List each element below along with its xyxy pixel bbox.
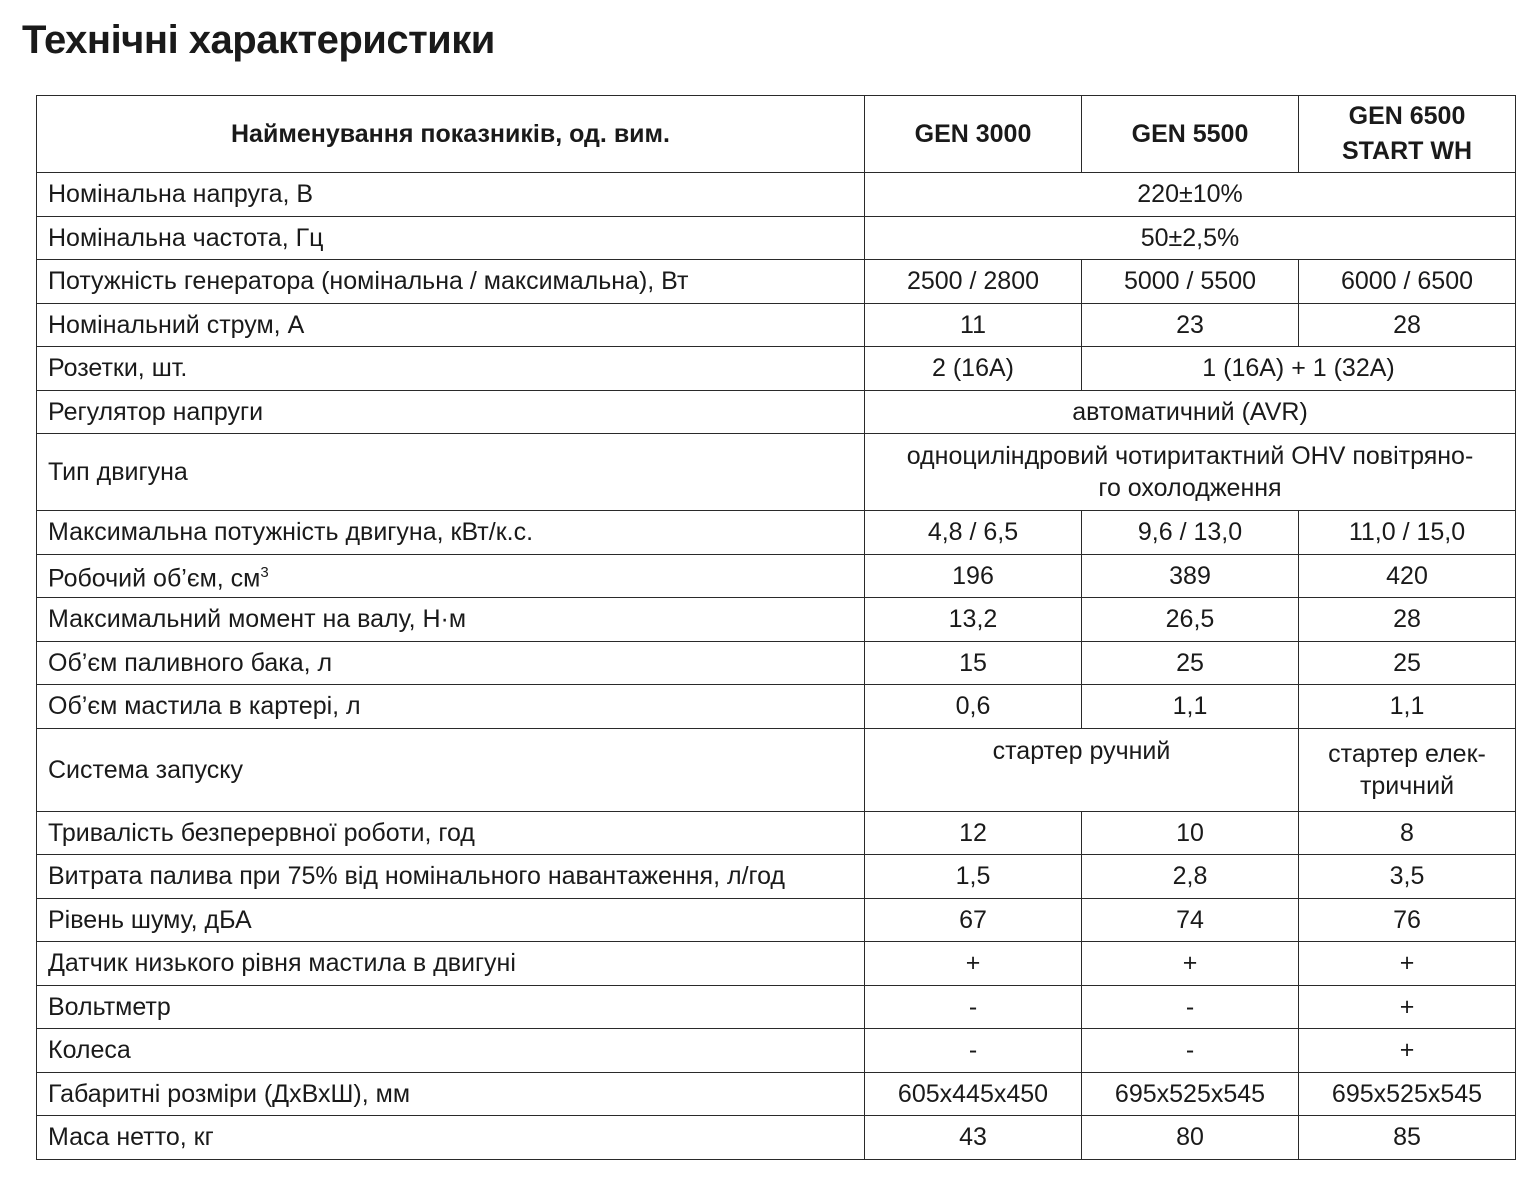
cell-value: 28 [1299, 598, 1516, 642]
cell-value [1299, 728, 1516, 811]
cell-value: 0,6 [865, 685, 1082, 729]
cell-value: 196 [865, 554, 1082, 598]
table-row [37, 985, 1516, 1029]
header-gen6500 [1299, 96, 1516, 173]
row-label: Номінальна напруга, В [37, 173, 865, 217]
cell-value: 1 (16А) + 1 (32А) [1082, 347, 1516, 391]
table-header-row [37, 96, 1516, 173]
table-row [37, 216, 1516, 260]
row-label: Максимальний момент на валу, Н·м [37, 598, 865, 642]
cell-value: автоматичний (AVR) [865, 390, 1516, 434]
table-row [37, 728, 1516, 811]
cell-value: 420 [1299, 554, 1516, 598]
cell-value: 11,0 / 15,0 [1299, 511, 1516, 555]
cell-value: - [1082, 1029, 1299, 1073]
row-label: Габаритні розміри (ДхВхШ), мм [37, 1072, 865, 1116]
row-label: Маса нетто, кг [37, 1116, 865, 1160]
cell-value: 50±2,5% [865, 216, 1516, 260]
cell-value-line2: тричний [1359, 771, 1455, 800]
header-gen6500-line1: GEN 6500 [1348, 102, 1466, 130]
cell-value: 695x525x545 [1082, 1072, 1299, 1116]
cell-value: 2 (16А) [865, 347, 1082, 391]
cell-value-line2: го охолодження [1098, 474, 1282, 502]
specs-table [36, 95, 1516, 1160]
row-label: Максимальна потужність двигуна, кВт/к.с. [37, 511, 865, 555]
cell-value: 1,5 [865, 855, 1082, 899]
table-row [37, 303, 1516, 347]
cell-value: 389 [1082, 554, 1299, 598]
cell-value: 2,8 [1082, 855, 1299, 899]
header-gen5500: GEN 5500 [1082, 96, 1299, 173]
cell-value: 85 [1299, 1116, 1516, 1160]
table-row [37, 811, 1516, 855]
cell-value: 23 [1082, 303, 1299, 347]
table-row [37, 598, 1516, 642]
table-row [37, 898, 1516, 942]
table-row [37, 685, 1516, 729]
row-label: Об’єм мастила в картері, л [37, 685, 865, 729]
header-gen6500-line2: START WH [1341, 137, 1473, 165]
row-label: Потужність генератора (номінальна / максимальна), Вт [37, 260, 865, 304]
table-row [37, 1029, 1516, 1073]
page-title: Технічні характеристики [22, 18, 495, 62]
cell-value: 12 [865, 811, 1082, 855]
cell-value: 80 [1082, 1116, 1299, 1160]
table-row [37, 855, 1516, 899]
row-label: Датчик низького рівня мастила в двигуні [37, 942, 865, 986]
cell-value: + [1299, 1029, 1516, 1073]
table-row [37, 511, 1516, 555]
table-row [37, 347, 1516, 391]
cell-value: 11 [865, 303, 1082, 347]
cell-value: 25 [1082, 641, 1299, 685]
row-label [37, 554, 865, 598]
row-label: Колеса [37, 1029, 865, 1073]
row-label: Вольтметр [37, 985, 865, 1029]
cell-value: 8 [1299, 811, 1516, 855]
row-label: Витрата палива при 75% від номінального навантаження, л/год [37, 855, 865, 899]
cell-value: 220±10% [865, 173, 1516, 217]
cell-value: + [1299, 985, 1516, 1029]
cell-value-line1: одноциліндровий чотиритактний OHV повітряно- [906, 442, 1474, 470]
cell-value: + [1082, 942, 1299, 986]
cell-value [865, 434, 1516, 511]
table-row [37, 390, 1516, 434]
cell-value: 9,6 / 13,0 [1082, 511, 1299, 555]
table-row [37, 1072, 1516, 1116]
cell-value-line1: стартер елек- [1328, 739, 1486, 768]
cell-value: стартер ручний [865, 728, 1299, 811]
cell-value: 74 [1082, 898, 1299, 942]
cell-value: 25 [1299, 641, 1516, 685]
cell-value: 13,2 [865, 598, 1082, 642]
row-label: Система запуску [37, 728, 865, 811]
cell-value: 67 [865, 898, 1082, 942]
cell-value: 5000 / 5500 [1082, 260, 1299, 304]
cell-value: 28 [1299, 303, 1516, 347]
cell-value: - [865, 1029, 1082, 1073]
row-label: Регулятор напруги [37, 390, 865, 434]
row-label: Розетки, шт. [37, 347, 865, 391]
row-label: Тип двигуна [37, 434, 865, 511]
cell-value: - [1082, 985, 1299, 1029]
row-label: Номінальний струм, А [37, 303, 865, 347]
table-row [37, 434, 1516, 511]
header-name: Найменування показників, од. вим. [37, 96, 865, 173]
row-label: Об’єм паливного бака, л [37, 641, 865, 685]
table-row [37, 942, 1516, 986]
header-gen3000: GEN 3000 [865, 96, 1082, 173]
row-label: Тривалість безперервної роботи, год [37, 811, 865, 855]
cell-value: 605x445x450 [865, 1072, 1082, 1116]
cell-value: 4,8 / 6,5 [865, 511, 1082, 555]
cell-value: 43 [865, 1116, 1082, 1160]
cell-value: + [865, 942, 1082, 986]
table-row [37, 554, 1516, 598]
cell-value: 2500 / 2800 [865, 260, 1082, 304]
cell-value: 3,5 [1299, 855, 1516, 899]
row-label: Рівень шуму, дБА [37, 898, 865, 942]
cell-value: 6000 / 6500 [1299, 260, 1516, 304]
cell-value: 26,5 [1082, 598, 1299, 642]
superscript: 3 [260, 564, 269, 582]
cell-value: 15 [865, 641, 1082, 685]
cell-value: 695x525x545 [1299, 1072, 1516, 1116]
cell-value: - [865, 985, 1082, 1029]
table-row [37, 1116, 1516, 1160]
table-row [37, 260, 1516, 304]
cell-value: 10 [1082, 811, 1299, 855]
cell-value: 1,1 [1299, 685, 1516, 729]
table-row [37, 641, 1516, 685]
cell-value: 76 [1299, 898, 1516, 942]
cell-value: 1,1 [1082, 685, 1299, 729]
table-row [37, 173, 1516, 217]
cell-value: + [1299, 942, 1516, 986]
row-label: Номінальна частота, Гц [37, 216, 865, 260]
row-label-text: Робочий об’єм, см [48, 564, 261, 593]
